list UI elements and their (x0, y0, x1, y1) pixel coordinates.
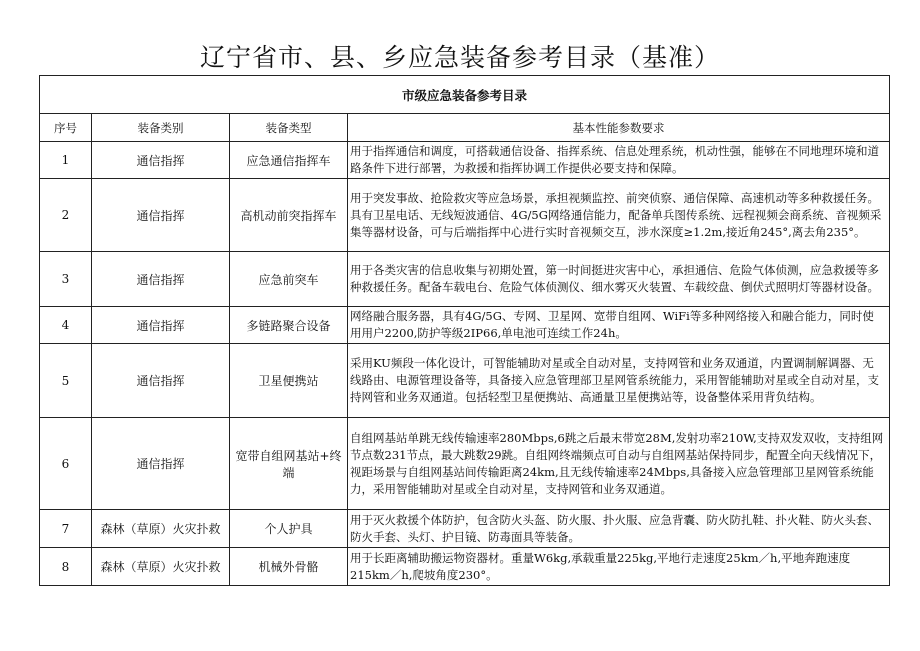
row-type: 高机动前突指挥车 (230, 179, 348, 252)
row-spec (348, 510, 890, 548)
row-spec (348, 418, 890, 510)
row-spec (348, 548, 890, 586)
row-no: 3 (40, 252, 92, 307)
row-spec (348, 307, 890, 344)
row-category: 通信指挥 (92, 418, 230, 510)
row-category: 森林（草原）火灾扑救 (92, 510, 230, 548)
row-no: 7 (40, 510, 92, 548)
row-spec (348, 142, 890, 179)
row-spec-text: 自组网基站单跳无线传输速率280Mbps,6跳之后最末带宽28M,发射功率210W,支持双发双收，支持组网节点数231节点，最大跳数29跳。自组网终端频点可自动与自组网基站保持同步，配置全向天线情况下，视距场景与自组网基站间传输距离24km,且无线传输速率24Mbps,具备接入应急管理部卫星网管系统能力，采用智能辅助对星或全自动对星，支持网管和业务双通道。 (350, 430, 884, 496)
table-row (40, 548, 890, 586)
row-type: 个人护具 (230, 510, 348, 548)
row-category: 通信指挥 (92, 142, 230, 179)
row-no: 8 (40, 548, 92, 586)
row-spec-text: 用于突发事故、抢险救灾等应急场景，承担视频监控、前突侦察、通信保障、高速机动等多种救援任务。具有卫星电话、无线短波通信、4G/5G网络通信能力，配备单兵图传系统、远程视频会商系统、音视频采集等器材设备，可与后端指挥中心进行实时音视频交互，涉水深度≥1.2m,接近角245°,离去角235°。 (350, 190, 882, 239)
row-spec-text: 用于各类灾害的信息收集与初期处置，第一时间挺进灾害中心，承担通信、危险气体侦测，应急救援等多种救援任务。配备车载电台、危险气体侦测仪、细水雾灭火装置、车载绞盘、倒伏式照明灯等器材设备。 (350, 263, 879, 294)
row-spec (348, 179, 890, 252)
table-row (40, 418, 890, 510)
row-spec-text: 网络融合服务器，具有4G/5G、专网、卫星网、宽带自组网、WiFi等多种网络接入和融合能力，同时使用用户2200,防护等级2IP66,单电池可连续工作24h。 (350, 309, 874, 340)
table-row (40, 252, 890, 307)
equipment-catalog-table (39, 75, 890, 586)
table-row (40, 344, 890, 418)
row-no: 6 (40, 418, 92, 510)
row-no: 5 (40, 344, 92, 418)
table-subtitle: 市级应急装备参考目录 (40, 76, 890, 114)
row-category: 通信指挥 (92, 344, 230, 418)
table-header-row (40, 114, 890, 142)
row-category: 通信指挥 (92, 252, 230, 307)
row-type: 多链路聚合设备 (230, 307, 348, 344)
row-spec-text: 用于灭火救援个体防护，包含防火头盔、防火服、扑火服、应急背囊、防火防扎鞋、扑火鞋、防火头套、防火手套、头灯、护目镜、防毒面具等装备。 (350, 512, 879, 544)
header-spec: 基本性能参数要求 (348, 114, 890, 142)
row-type: 宽带自组网基站+终端 (230, 418, 348, 510)
document-title: 辽宁省市、县、乡应急装备参考目录（基准） (199, 43, 720, 72)
header-no: 序号 (40, 114, 92, 142)
table-row (40, 510, 890, 548)
header-category: 装备类别 (92, 114, 230, 142)
row-type: 机械外骨骼 (230, 548, 348, 586)
row-no: 4 (40, 307, 92, 344)
row-type: 应急前突车 (230, 252, 348, 307)
row-no: 2 (40, 179, 92, 252)
row-spec-text: 用于指挥通信和调度，可搭载通信设备、指挥系统、信息处理系统，机动性强，能够在不同地理环境和道路条件下进行部署，为救援和指挥协调工作提供必要支持和保障。 (350, 144, 879, 175)
row-category: 通信指挥 (92, 307, 230, 344)
table-row (40, 307, 890, 344)
row-category: 通信指挥 (92, 179, 230, 252)
row-no: 1 (40, 142, 92, 179)
row-type: 卫星便携站 (230, 344, 348, 418)
table-row (40, 142, 890, 179)
row-spec-text: 采用KU频段一体化设计，可智能辅助对星或全自动对星，支持网管和业务双通道，内置调制解调器、无线路由、电源管理设备等，具备接入应急管理部卫星网管系统能力，采用智能辅助对星或全自动对星，支持网管和业务双通道。包括轻型卫星便携站、高通量卫星便携站等，设备整体采用背负结构。 (350, 356, 879, 404)
header-type: 装备类型 (230, 114, 348, 142)
row-spec (348, 252, 890, 307)
row-spec-text: 用于长距离辅助搬运物资器材。重量W6kg,承载重量225kg,平地行走速度25km／h,平地奔跑速度215km／h,爬坡角度230°。 (350, 550, 851, 582)
table-row (40, 179, 890, 252)
row-category: 森林（草原）火灾扑救 (92, 548, 230, 586)
row-spec (348, 344, 890, 418)
row-type: 应急通信指挥车 (230, 142, 348, 179)
